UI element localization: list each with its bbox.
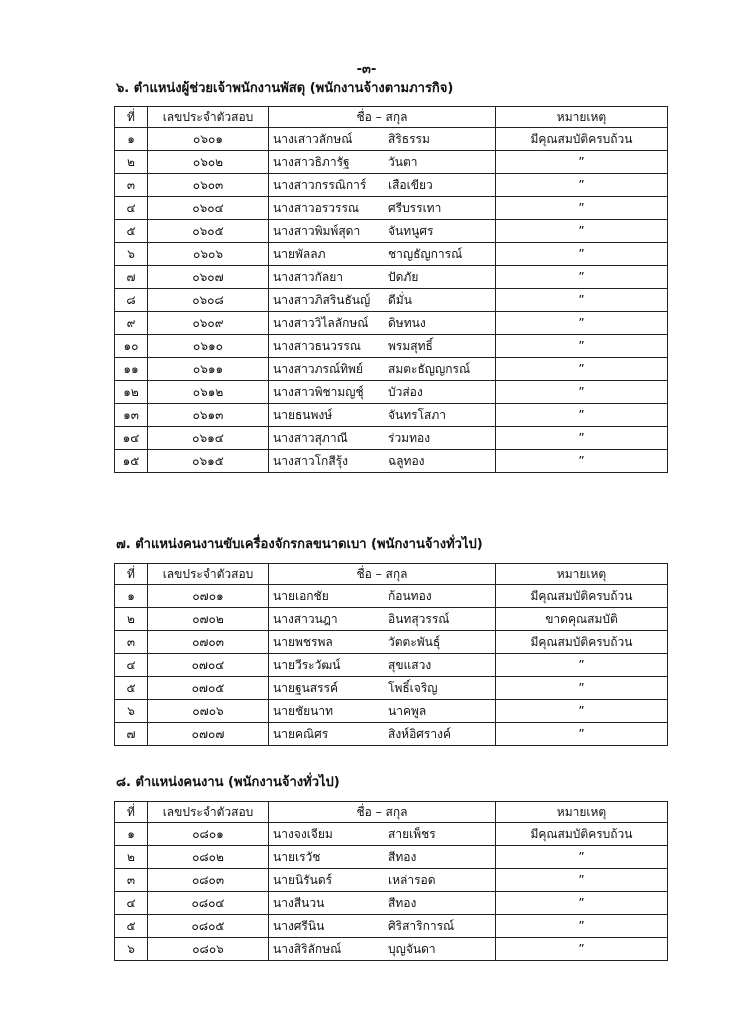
full-name <box>269 585 496 608</box>
table-row <box>115 289 668 312</box>
remark: ” <box>496 404 668 427</box>
full-name <box>269 677 496 700</box>
full-name <box>269 608 496 631</box>
full-name <box>269 654 496 677</box>
remark: ” <box>496 289 668 312</box>
last-name: นาคพูล <box>388 704 427 718</box>
first-name: นายวีระวัฒน์ <box>273 658 341 672</box>
row-number: ๑ <box>115 585 148 608</box>
last-name: สีทอง <box>388 850 417 864</box>
row-number: ๕ <box>115 677 148 700</box>
full-name <box>269 312 496 335</box>
section-heading: ๖. ตำแหน่งผู้ช่วยเจ้าพนักงานพัสดุ (พนักงานจ้างตามภารกิจ) <box>116 81 454 96</box>
last-name: เหล่ารอด <box>388 873 436 887</box>
remark: ” <box>496 220 668 243</box>
remark: ” <box>496 312 668 335</box>
first-name: นางสาวอรวรรณ <box>273 201 360 215</box>
remark: ” <box>496 358 668 381</box>
first-name: นางสาวธนวรรณ <box>273 339 361 353</box>
remark: ” <box>496 723 668 746</box>
exam-id: ๐๖๐๑ <box>148 128 269 151</box>
table-header-row <box>115 802 668 823</box>
full-name <box>269 869 496 892</box>
first-name: นางสาวธิภารัฐ <box>273 155 350 169</box>
first-name: นางเสาวลักษณ์ <box>273 132 353 146</box>
last-name: สุขแสวง <box>388 658 432 672</box>
full-name <box>269 335 496 358</box>
table-row <box>115 823 668 846</box>
full-name <box>269 631 496 654</box>
remark: ” <box>496 654 668 677</box>
last-name: วันตา <box>388 155 418 169</box>
full-name <box>269 151 496 174</box>
full-name <box>269 915 496 938</box>
exam-id: ๐๖๐๔ <box>148 197 269 220</box>
remark: ” <box>496 892 668 915</box>
table-row <box>115 677 668 700</box>
table-row <box>115 381 668 404</box>
exam-id: ๐๗๐๗ <box>148 723 269 746</box>
row-number: ๑๓ <box>115 404 148 427</box>
row-number: ๖ <box>115 700 148 723</box>
last-name: ร่วมทอง <box>388 431 431 445</box>
exam-id: ๐๖๑๔ <box>148 427 269 450</box>
last-name: บุญจันดา <box>388 942 436 956</box>
exam-id: ๐๘๐๒ <box>148 846 269 869</box>
table-row <box>115 654 668 677</box>
first-name: นางสาวภรณ์ทิพย์ <box>273 362 363 376</box>
exam-id: ๐๘๐๓ <box>148 869 269 892</box>
last-name: บัวส่อง <box>388 385 423 399</box>
remark: ” <box>496 700 668 723</box>
full-name <box>269 938 496 961</box>
row-number: ๑๔ <box>115 427 148 450</box>
table-row <box>115 700 668 723</box>
exam-id: ๐๗๐๖ <box>148 700 269 723</box>
exam-id: ๐๖๑๒ <box>148 381 269 404</box>
table-row <box>115 892 668 915</box>
header-no: ที่ <box>115 107 148 128</box>
last-name: สายเพ็ชร <box>388 827 436 841</box>
first-name: นายชัยนาท <box>273 704 333 718</box>
row-number: ๑ <box>115 128 148 151</box>
last-name: จันทนูศร <box>388 224 434 238</box>
exam-id: ๐๖๐๕ <box>148 220 269 243</box>
first-name: นางสาวภิสรินธันญ์ <box>273 293 371 307</box>
remark: ” <box>496 869 668 892</box>
full-name <box>269 892 496 915</box>
first-name: นางจงเจียม <box>273 827 333 841</box>
last-name: สีทอง <box>388 896 417 910</box>
table-row <box>115 151 668 174</box>
last-name: ศิริสาริการณ์ <box>388 919 455 933</box>
remark: ” <box>496 174 668 197</box>
full-name <box>269 700 496 723</box>
header-note: หมายเหตุ <box>496 564 668 585</box>
row-number: ๑๑ <box>115 358 148 381</box>
first-name: นายธนพงษ์ <box>273 408 333 422</box>
row-number: ๒ <box>115 846 148 869</box>
table-row <box>115 243 668 266</box>
roster-table <box>114 106 668 473</box>
first-name: นางสาววิไลลักษณ์ <box>273 316 369 330</box>
table-row <box>115 312 668 335</box>
remark: ” <box>496 938 668 961</box>
roster-table <box>114 563 668 746</box>
first-name: นางสิริลักษณ์ <box>273 942 342 956</box>
full-name <box>269 197 496 220</box>
full-name <box>269 723 496 746</box>
header-id: เลขประจำตัวสอบ <box>148 802 269 823</box>
full-name <box>269 846 496 869</box>
row-number: ๓ <box>115 174 148 197</box>
table-row <box>115 869 668 892</box>
first-name: นางสีนวน <box>273 896 325 910</box>
exam-id: ๐๗๐๒ <box>148 608 269 631</box>
table-row <box>115 608 668 631</box>
first-name: นางสาวกัลยา <box>273 270 343 284</box>
first-name: นายคณิศร <box>273 727 329 741</box>
last-name: ดีมั่น <box>388 293 412 307</box>
table-row <box>115 174 668 197</box>
last-name: เสือเขียว <box>388 178 433 192</box>
table-row <box>115 335 668 358</box>
header-id: เลขประจำตัวสอบ <box>148 107 269 128</box>
exam-id: ๐๖๐๗ <box>148 266 269 289</box>
row-number: ๔ <box>115 654 148 677</box>
table-header-row <box>115 107 668 128</box>
remark: ” <box>496 197 668 220</box>
remark: ” <box>496 677 668 700</box>
table-row <box>115 197 668 220</box>
exam-id: ๐๗๐๓ <box>148 631 269 654</box>
last-name: ฉลูทอง <box>388 454 425 468</box>
table-row <box>115 585 668 608</box>
table-row <box>115 220 668 243</box>
last-name: ปัดภัย <box>388 270 419 284</box>
row-number: ๙ <box>115 312 148 335</box>
table-row <box>115 450 668 473</box>
header-name: ชื่อ – สกุล <box>269 564 496 585</box>
table-row <box>115 266 668 289</box>
first-name: นายเรวัช <box>273 850 321 864</box>
table-row <box>115 404 668 427</box>
last-name: สมตะธัญญกรณ์ <box>388 362 471 376</box>
first-name: นางสาวโกสีรุ้ง <box>273 454 348 468</box>
first-name: นางสาวสุภาณี <box>273 431 348 445</box>
exam-id: ๐๖๐๙ <box>148 312 269 335</box>
row-number: ๒ <box>115 151 148 174</box>
row-number: ๓ <box>115 631 148 654</box>
exam-id: ๐๖๑๓ <box>148 404 269 427</box>
last-name: วัตตะพันธุ์ <box>388 635 441 649</box>
row-number: ๘ <box>115 289 148 312</box>
full-name <box>269 266 496 289</box>
row-number: ๔ <box>115 892 148 915</box>
header-note: หมายเหตุ <box>496 802 668 823</box>
exam-id: ๐๗๐๔ <box>148 654 269 677</box>
full-name <box>269 174 496 197</box>
last-name: ก้อนทอง <box>388 589 432 603</box>
row-number: ๑๒ <box>115 381 148 404</box>
row-number: ๖ <box>115 938 148 961</box>
row-number: ๑ <box>115 823 148 846</box>
exam-id: ๐๗๐๑ <box>148 585 269 608</box>
exam-id: ๐๖๑๕ <box>148 450 269 473</box>
full-name <box>269 243 496 266</box>
remark: มีคุณสมบัติครบถ้วน <box>496 585 668 608</box>
row-number: ๗ <box>115 266 148 289</box>
exam-id: ๐๘๐๕ <box>148 915 269 938</box>
remark: มีคุณสมบัติครบถ้วน <box>496 823 668 846</box>
first-name: นางสาวนฎา <box>273 612 338 626</box>
row-number: ๑๐ <box>115 335 148 358</box>
row-number: ๗ <box>115 723 148 746</box>
exam-id: ๐๖๐๒ <box>148 151 269 174</box>
row-number: ๕ <box>115 220 148 243</box>
row-number: ๖ <box>115 243 148 266</box>
row-number: ๒ <box>115 608 148 631</box>
exam-id: ๐๖๐๘ <box>148 289 269 312</box>
header-note: หมายเหตุ <box>496 107 668 128</box>
first-name: นางสาวพิมพ์สุดา <box>273 224 361 238</box>
remark: มีคุณสมบัติครบถ้วน <box>496 128 668 151</box>
exam-id: ๐๖๑๑ <box>148 358 269 381</box>
exam-id: ๐๘๐๔ <box>148 892 269 915</box>
table-row <box>115 631 668 654</box>
last-name: ชาญธัญการณ์ <box>388 247 463 261</box>
table-row <box>115 358 668 381</box>
last-name: อินทสุวรรณ์ <box>388 612 450 626</box>
header-name: ชื่อ – สกุล <box>269 802 496 823</box>
page-number: -๓- <box>356 62 377 77</box>
last-name: โพธิ์เจริญ <box>388 681 438 695</box>
full-name <box>269 427 496 450</box>
remark: ” <box>496 846 668 869</box>
table-row <box>115 846 668 869</box>
section-heading: ๘. ตำแหน่งคนงาน (พนักงานจ้างทั่วไป) <box>116 775 340 790</box>
remark: ” <box>496 335 668 358</box>
first-name: นางศรีนิน <box>273 919 325 933</box>
last-name: ดิษทนง <box>388 316 426 330</box>
remark: ” <box>496 243 668 266</box>
remark: มีคุณสมบัติครบถ้วน <box>496 631 668 654</box>
remark: ” <box>496 450 668 473</box>
first-name: นายพัลลภ <box>273 247 326 261</box>
last-name: สิงห์อิศรางค์ <box>388 727 451 741</box>
header-id: เลขประจำตัวสอบ <box>148 564 269 585</box>
first-name: นายพชรพล <box>273 635 333 649</box>
header-name: ชื่อ – สกุล <box>269 107 496 128</box>
first-name: นางสาวพิชามญชุ์ <box>273 385 364 399</box>
row-number: ๓ <box>115 869 148 892</box>
table-row <box>115 723 668 746</box>
table-row <box>115 938 668 961</box>
header-no: ที่ <box>115 802 148 823</box>
exam-id: ๐๖๐๖ <box>148 243 269 266</box>
remark: ” <box>496 266 668 289</box>
first-name: นางสาวกรรณิการ์ <box>273 178 367 192</box>
table-row <box>115 128 668 151</box>
remark: ” <box>496 151 668 174</box>
section-heading: ๗. ตำแหน่งคนงานขับเครื่องจักรกลขนาดเบา (พนักงานจ้างทั่วไป) <box>116 537 483 552</box>
exam-id: ๐๘๐๑ <box>148 823 269 846</box>
last-name: สิริธรรม <box>388 132 430 146</box>
full-name <box>269 450 496 473</box>
row-number: ๕ <box>115 915 148 938</box>
row-number: ๔ <box>115 197 148 220</box>
table-header-row <box>115 564 668 585</box>
remark: ” <box>496 381 668 404</box>
first-name: นายนิรันดร์ <box>273 873 333 887</box>
row-number: ๑๕ <box>115 450 148 473</box>
full-name <box>269 381 496 404</box>
last-name: พรมสุทธิ์ <box>388 339 433 353</box>
remark: ” <box>496 915 668 938</box>
first-name: นายเอกชัย <box>273 589 329 603</box>
full-name <box>269 128 496 151</box>
remark: ” <box>496 427 668 450</box>
header-no: ที่ <box>115 564 148 585</box>
exam-id: ๐๘๐๖ <box>148 938 269 961</box>
first-name: นายฐนสรรค์ <box>273 681 339 695</box>
roster-table <box>114 801 668 961</box>
full-name <box>269 358 496 381</box>
exam-id: ๐๖๑๐ <box>148 335 269 358</box>
full-name <box>269 220 496 243</box>
table-row <box>115 427 668 450</box>
last-name: ศรีบรรเทา <box>388 201 442 215</box>
remark: ขาดคุณสมบัติ <box>496 608 668 631</box>
full-name <box>269 823 496 846</box>
exam-id: ๐๖๐๓ <box>148 174 269 197</box>
full-name <box>269 404 496 427</box>
last-name: จันทรโสภา <box>388 408 447 422</box>
exam-id: ๐๗๐๕ <box>148 677 269 700</box>
table-row <box>115 915 668 938</box>
full-name <box>269 289 496 312</box>
